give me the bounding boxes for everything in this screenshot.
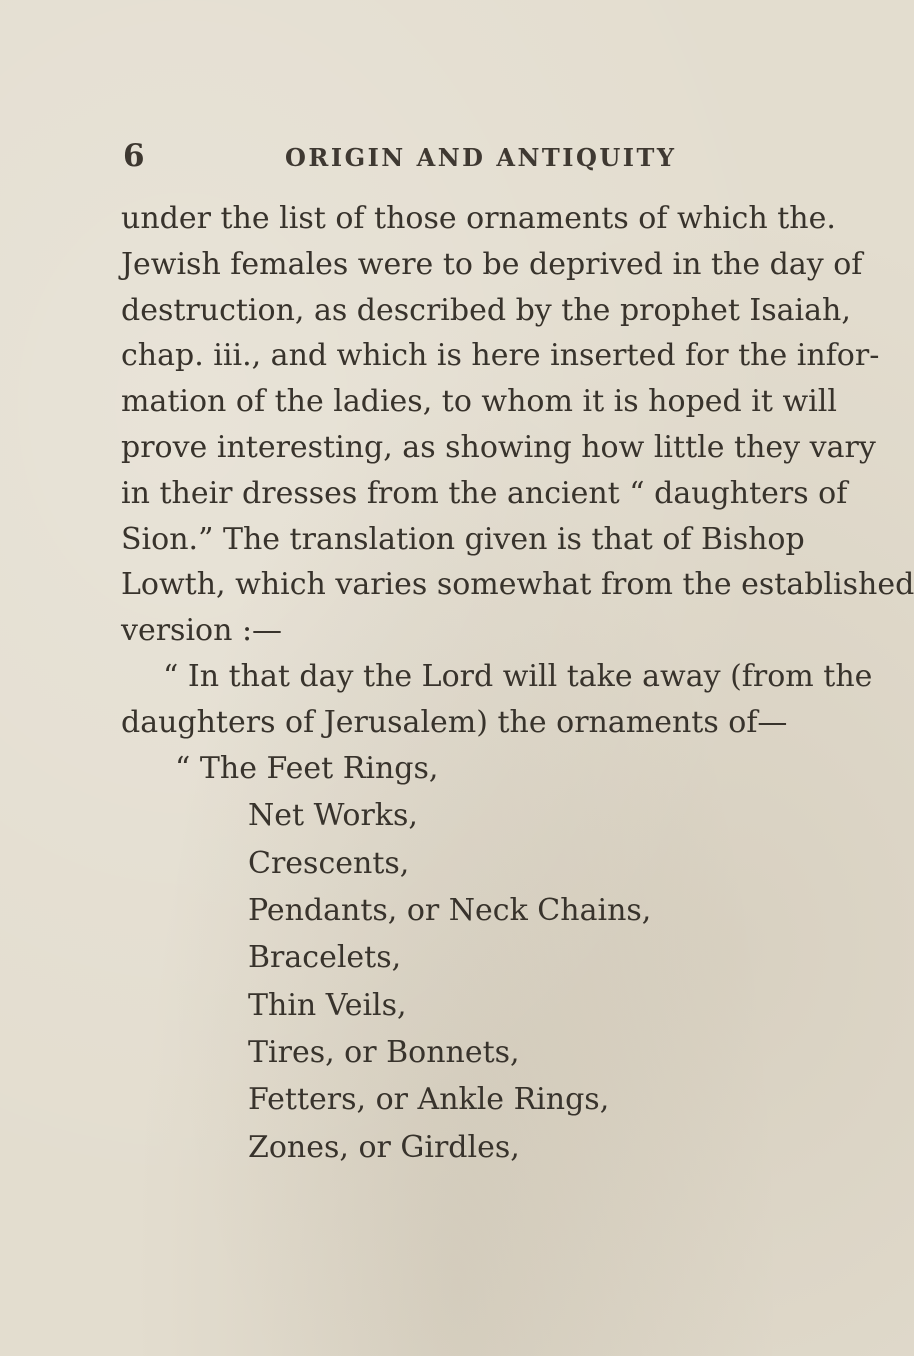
list-item: Thin Veils, — [248, 988, 407, 1023]
list-first-item: “ The Feet Rings, — [175, 750, 439, 786]
paragraph-line: mation of the ladies, to whom it is hoped it will — [121, 384, 837, 420]
quote-line: “ In that day the Lord will take away (from the — [163, 658, 873, 694]
paragraph-line: Sion.” The translation given is that of Bishop — [121, 521, 805, 557]
list-item: Crescents, — [248, 846, 410, 881]
list-item: Net Works, — [248, 798, 418, 833]
paragraph-line: Lowth, which varies somewhat from the established — [121, 567, 914, 603]
list-item: Pendants, or Neck Chains, — [248, 893, 652, 928]
paragraph-line: chap. iii., and which is here inserted for the infor- — [121, 338, 880, 374]
page-number: 6 — [123, 138, 145, 174]
paragraph-line: Jewish females were to be deprived in the day of — [121, 246, 863, 282]
list-item: Tires, or Bonnets, — [248, 1035, 520, 1070]
list-item: Bracelets, — [248, 940, 402, 975]
paragraph-line: in their dresses from the ancient “ daughters of — [121, 475, 848, 511]
running-title: ORIGIN AND ANTIQUITY — [285, 143, 677, 172]
paragraph-line: prove interesting, as showing how little they vary — [121, 429, 876, 465]
paragraph-line: version :— — [121, 613, 283, 649]
paragraph-line: destruction, as described by the prophet Isaiah, — [121, 292, 851, 328]
paragraph-line: under the list of those ornaments of which the. — [121, 201, 836, 236]
body-paragraph — [121, 196, 914, 791]
quote-line: daughters of Jerusalem) the ornaments of— — [121, 704, 788, 740]
list-item: Zones, or Girdles, — [248, 1130, 520, 1165]
list-item: Fetters, or Ankle Rings, — [248, 1082, 610, 1117]
running-head — [0, 136, 800, 176]
